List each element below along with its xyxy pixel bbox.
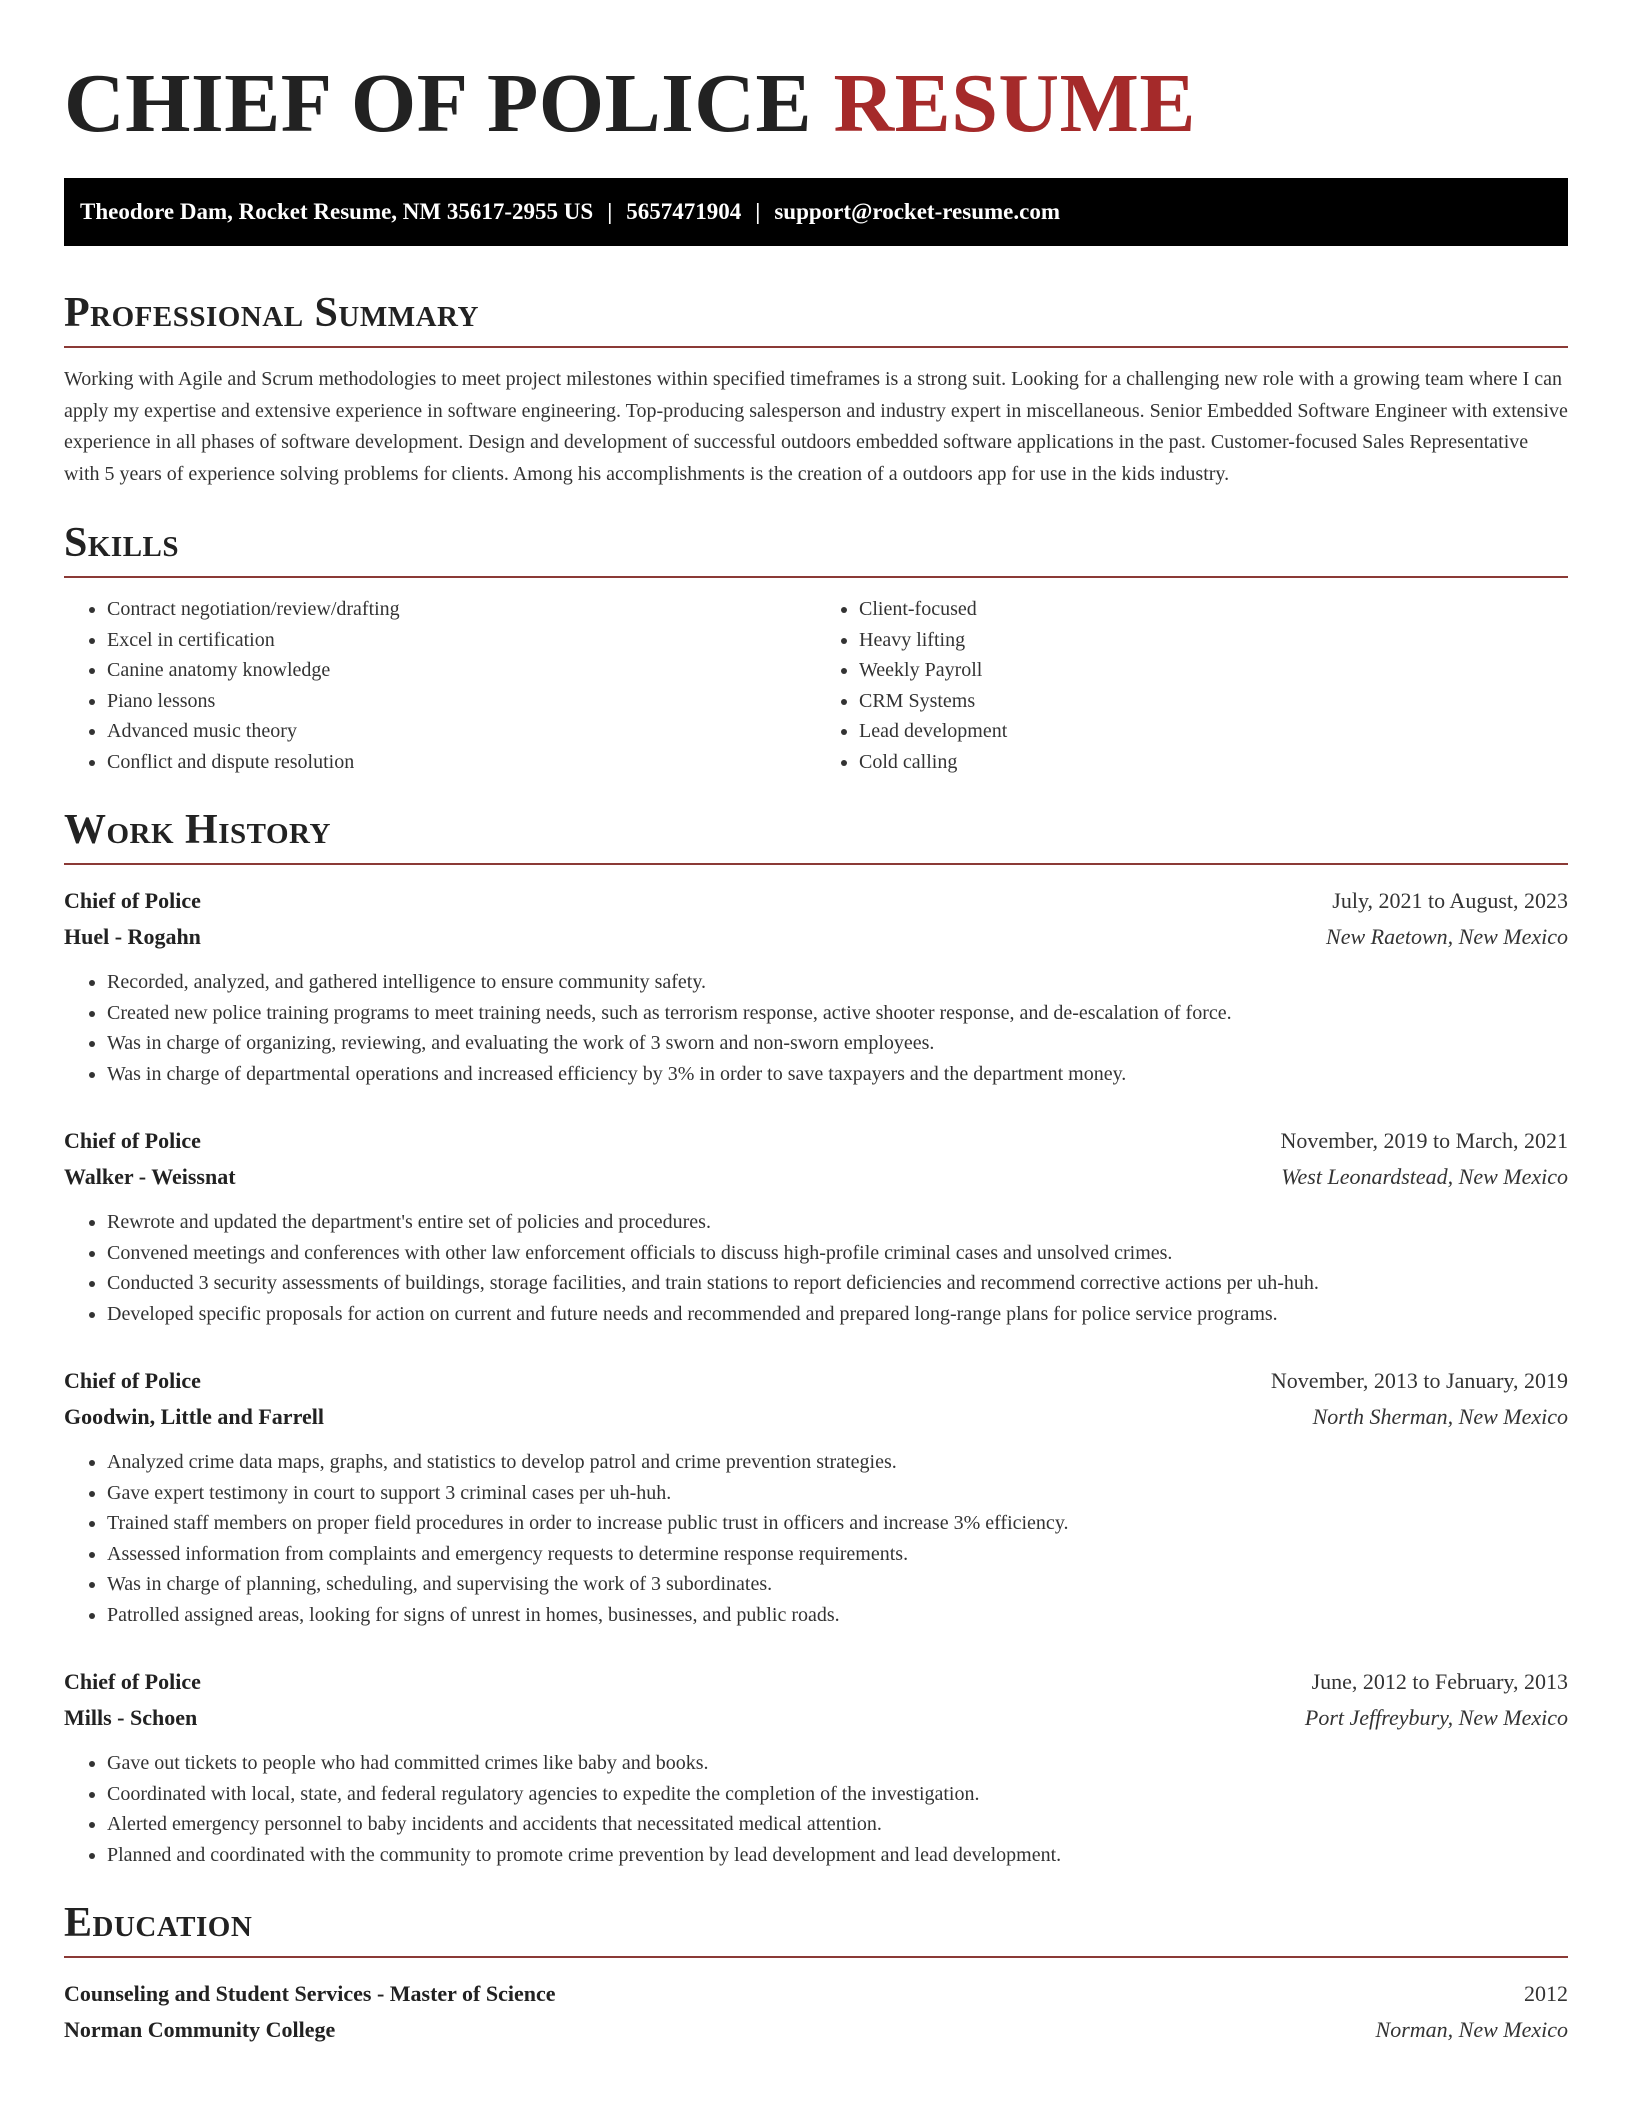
- skills-list-left: [64, 594, 816, 777]
- skills-heading: Skills: [64, 520, 1568, 578]
- job-bullet: • Coordinated with local, state, and federal regulatory agencies to expedite the completion of the investigation.: [107, 1779, 1568, 1810]
- skill-item: • Cold calling: [859, 747, 1568, 778]
- job-bullet: • Conducted 3 security assessments of buildings, storage facilities, and train stations to report deficiencies and recommend corrective actions per uh-huh.: [107, 1268, 1568, 1299]
- education-degree-row: [64, 1976, 1568, 2012]
- skill-item: • Canine anatomy knowledge: [107, 655, 816, 686]
- job-bullet: • Analyzed crime data maps, graphs, and statistics to develop patrol and crime prevention strategies.: [107, 1447, 1568, 1478]
- skill-item: • CRM Systems: [859, 686, 1568, 717]
- skill-item: • Lead development: [859, 716, 1568, 747]
- skill-item: • Excel in certification: [107, 625, 816, 656]
- skill-item: • Advanced music theory: [107, 716, 816, 747]
- skill-item: • Conflict and dispute resolution: [107, 747, 816, 778]
- job-header-row: [64, 1664, 1568, 1700]
- education-school-row: [64, 2012, 1568, 2048]
- job-company-row: [64, 919, 1568, 955]
- education-entry: [64, 1976, 1568, 2048]
- job-bullets: [64, 967, 1568, 1089]
- job-bullet: • Convened meetings and conferences with other law enforcement officials to discuss high-profile criminal cases and unsolved crimes.: [107, 1238, 1568, 1269]
- skills-list-right: [816, 594, 1568, 777]
- skill-item: • Heavy lifting: [859, 625, 1568, 656]
- education-location: Norman, New Mexico: [1375, 2017, 1568, 2042]
- job-header-row: [64, 1363, 1568, 1399]
- job-bullets: [64, 1748, 1568, 1870]
- skill-item: • Piano lessons: [107, 686, 816, 717]
- job-bullet: • Planned and coordinated with the community to promote crime prevention by lead development and lead development.: [107, 1840, 1568, 1871]
- job-entry: [64, 1123, 1568, 1329]
- job-entry: [64, 1664, 1568, 1870]
- job-entry: [64, 1363, 1568, 1630]
- job-bullet: • Gave out tickets to people who had committed crimes like baby and books.: [107, 1748, 1568, 1779]
- job-bullet: • Trained staff members on proper field procedures in order to increase public trust in officers and increase 3% efficiency.: [107, 1508, 1568, 1539]
- contact-address: Theodore Dam, Rocket Resume, NM 35617-2955 US: [80, 199, 594, 224]
- skills-section: [64, 520, 1568, 777]
- contact-separator: |: [607, 199, 613, 224]
- job-entry: [64, 883, 1568, 1089]
- job-bullet: • Patrolled assigned areas, looking for signs of unrest in homes, businesses, and public roads.: [107, 1600, 1568, 1631]
- job-dates: June, 2012 to February, 2013: [1311, 1669, 1568, 1694]
- job-title: Chief of Police: [64, 1669, 201, 1694]
- job-dates: July, 2021 to August, 2023: [1332, 888, 1568, 913]
- job-dates: November, 2019 to March, 2021: [1280, 1128, 1568, 1153]
- job-bullet: • Was in charge of planning, scheduling, and supervising the work of 3 subordinates.: [107, 1569, 1568, 1600]
- job-location: Port Jeffreybury, New Mexico: [1304, 1705, 1568, 1730]
- contact-separator: |: [755, 199, 761, 224]
- contact-bar: [64, 178, 1568, 246]
- job-bullets: [64, 1207, 1568, 1329]
- job-company: Mills - Schoen: [64, 1705, 198, 1730]
- summary-section: [64, 290, 1568, 490]
- job-bullet: • Assessed information from complaints and emergency requests to determine response requirements.: [107, 1539, 1568, 1570]
- job-location: West Leonardstead, New Mexico: [1281, 1164, 1568, 1189]
- job-bullet: • Was in charge of organizing, reviewing, and evaluating the work of 3 sworn and non-sworn employees.: [107, 1028, 1568, 1059]
- job-company-row: [64, 1159, 1568, 1195]
- job-title: Chief of Police: [64, 888, 201, 913]
- job-bullet: • Alerted emergency personnel to baby incidents and accidents that necessitated medical attention.: [107, 1809, 1568, 1840]
- job-bullet: • Developed specific proposals for action on current and future needs and recommended and prepared long-range plans for police service programs.: [107, 1299, 1568, 1330]
- job-title: Chief of Police: [64, 1128, 201, 1153]
- summary-heading: Professional Summary: [64, 290, 1568, 348]
- job-title: Chief of Police: [64, 1368, 201, 1393]
- education-section: [64, 1900, 1568, 2048]
- skill-item: • Client-focused: [859, 594, 1568, 625]
- summary-text: Working with Agile and Scrum methodologies to meet project milestones within specified timeframes is a strong suit. Looking for a challenging new role with a growing team where I can apply my expertise and extensive experience in software engineering. Top-producing salesperson and industry expert in miscellaneous. Senior Embedded Software Engineer with extensive experience in all phases of software development. Design and development of successful outdoors embedded software applications in the past. Customer-focused Sales Representative with 5 years of experience solving problems for clients. Among his accomplishments is the creation of a outdoors app for use in the kids industry.: [64, 368, 1568, 485]
- job-header-row: [64, 883, 1568, 919]
- resume-title: [64, 54, 1568, 154]
- job-company: Walker - Weissnat: [64, 1164, 236, 1189]
- job-company-row: [64, 1399, 1568, 1435]
- job-company-row: [64, 1700, 1568, 1736]
- job-bullet: • Recorded, analyzed, and gathered intelligence to ensure community safety.: [107, 967, 1568, 998]
- job-bullet: • Gave expert testimony in court to support 3 criminal cases per uh-huh.: [107, 1478, 1568, 1509]
- title-accent: RESUME: [833, 57, 1196, 150]
- skills-columns: [64, 594, 1568, 777]
- contact-email[interactable]: support@rocket-resume.com: [774, 199, 1060, 224]
- job-company: Huel - Rogahn: [64, 924, 201, 949]
- job-dates: November, 2013 to January, 2019: [1270, 1368, 1568, 1393]
- skill-item: • Contract negotiation/review/drafting: [107, 594, 816, 625]
- skill-item: • Weekly Payroll: [859, 655, 1568, 686]
- job-bullets: [64, 1447, 1568, 1630]
- job-location: North Sherman, New Mexico: [1312, 1404, 1568, 1429]
- education-year: 2012: [1524, 1981, 1568, 2006]
- job-bullet: • Was in charge of departmental operations and increased efficiency by 3% in order to save taxpayers and the department money.: [107, 1059, 1568, 1090]
- education-school: Norman Community College: [64, 2017, 336, 2042]
- job-bullet: • Created new police training programs to meet training needs, such as terrorism response, active shooter response, and de-escalation of force.: [107, 998, 1568, 1029]
- job-header-row: [64, 1123, 1568, 1159]
- education-degree: Counseling and Student Services - Master of Science: [64, 1981, 556, 2006]
- job-location: New Raetown, New Mexico: [1326, 924, 1568, 949]
- title-main: CHIEF OF POLICE: [64, 57, 812, 150]
- work-history-heading: Work History: [64, 807, 1568, 865]
- education-heading: Education: [64, 1900, 1568, 1958]
- job-bullet: • Rewrote and updated the department's entire set of policies and procedures.: [107, 1207, 1568, 1238]
- job-company: Goodwin, Little and Farrell: [64, 1404, 324, 1429]
- contact-phone: 5657471904: [626, 199, 742, 224]
- work-history-section: [64, 807, 1568, 1870]
